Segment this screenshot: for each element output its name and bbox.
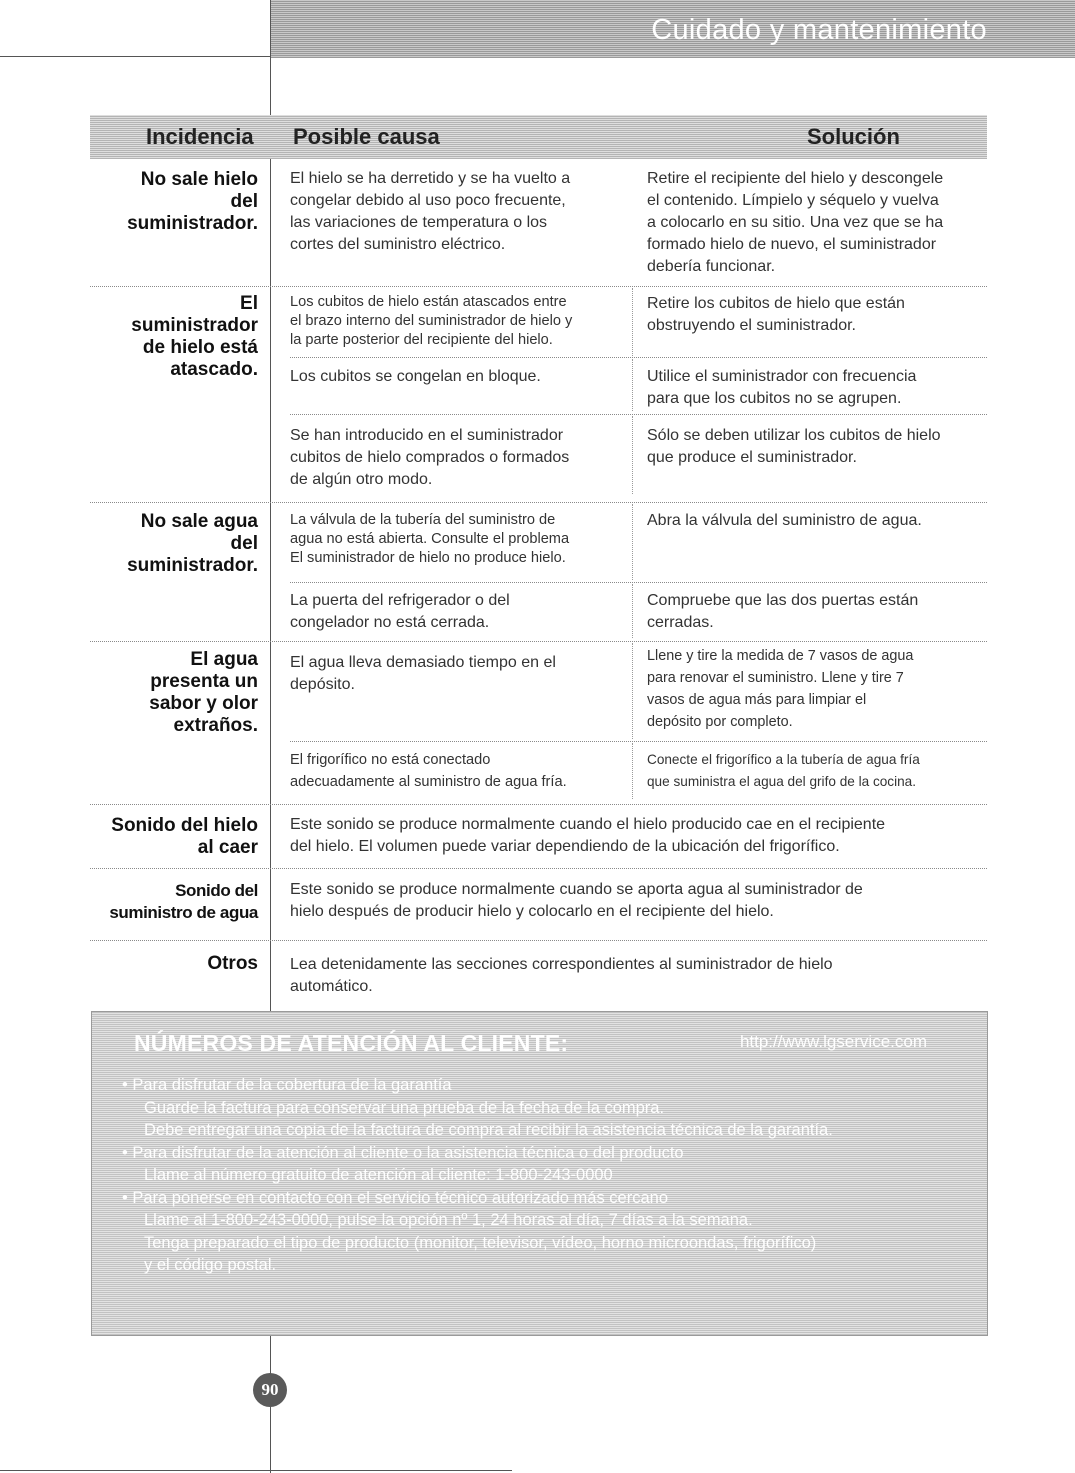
column-divider — [632, 288, 633, 358]
page-number-badge: 90 — [253, 1373, 287, 1407]
column-divider — [632, 416, 633, 494]
explanation-text: Este sonido se produce normalmente cuando el hielo producido cae en el recipiente del hielo. El volumen puede variar dependiendo de la ubicación del frigorífico. — [290, 816, 886, 855]
row-divider — [90, 804, 987, 805]
cause-text: El hielo se ha derretido y se ha vuelto a congelar debido al uso poco frecuente, las variaciones de temperatura o los cortes del suministro eléctrico. — [290, 170, 571, 253]
service-url: http://www.lgservice.com — [739, 1032, 927, 1051]
issue-no-water: No sale agua del suministrador. — [127, 511, 258, 576]
row-divider — [90, 641, 987, 642]
service-line: Debe entregar una copia de la factura de compra al recibir la asistencia técnica de la garantía. — [144, 1121, 833, 1139]
issue-other: Otros — [207, 953, 258, 974]
issue-no-ice: No sale hielo del suministrador. — [127, 169, 258, 234]
service-bullet: • Para disfrutar de la cobertura de la garantía — [122, 1076, 452, 1094]
service-line: Llame al 1-800-243-0000, pulse la opción nº 1, 24 horas al día, 7 días a la semana. — [144, 1211, 753, 1229]
row-divider — [90, 286, 987, 287]
service-title: NÚMEROS DE ATENCIÓN AL CLIENTE: — [134, 1030, 569, 1056]
cause-text: El agua lleva demasiado tiempo en el depósito. — [290, 654, 556, 693]
column-header-cause: Posible causa — [293, 124, 440, 149]
issue-ice-noise: Sonido del hielo al caer — [111, 815, 258, 858]
cause-text: Los cubitos se congelan en bloque. — [290, 368, 541, 385]
row-divider — [90, 940, 987, 941]
table-header — [90, 115, 987, 159]
row-divider — [290, 582, 987, 583]
service-bullet: • Para disfrutar de la atención al cliente o la asistencia técnica o del producto — [122, 1143, 684, 1162]
row-divider — [290, 741, 987, 742]
row-divider — [290, 357, 987, 358]
column-divider — [632, 643, 633, 739]
service-line: Tenga preparado el tipo de producto (monitor, televisor, vídeo, horno microondas, frigorífico) — [144, 1233, 817, 1252]
solution-text: Retire el recipiente del hielo y descongele el contenido. Límpielo y séquelo y vuelva a colocarlo en su sitio. Una vez que se ha formado hielo de nuevo, el suministrador debería funcionar. — [647, 170, 944, 275]
solution-text: Sólo se deben utilizar los cubitos de hielo que produce el suministrador. — [647, 427, 941, 466]
solution-text: Conecte el frigorífico a la tubería de agua fría que suministra el agua del grifo de la cocina. — [647, 752, 920, 789]
solution-text: Llene y tire la medida de 7 vasos de agua para renovar el suministro. Llene y tire 7 vasos de agua más para limpiar el depósito por completo. — [647, 648, 914, 730]
issue-ice-jammed: El suministrador de hielo está atascado. — [131, 293, 258, 380]
service-lines — [122, 1074, 833, 1277]
solution-text: Utilice el suministrador con frecuencia para que los cubitos no se agrupen. — [647, 368, 917, 407]
top-rule — [0, 56, 270, 57]
service-line: Llame al número gratuito de atención al cliente: 1-800-243-0000 — [144, 1166, 613, 1184]
cause-text: La válvula de la tubería del suministro de agua no está abierta. Consulte el problema El suministrador de hielo no produce hielo. — [290, 512, 570, 566]
column-header-solution: Solución — [807, 124, 900, 149]
row-divider — [90, 502, 987, 503]
section-header-band — [270, 0, 1075, 58]
column-divider — [632, 743, 633, 799]
cause-text: Se han introducido en el suministrador cubitos de hielo comprados o formados de algún otro modo. — [290, 427, 570, 488]
explanation-text: Lea detenidamente las secciones correspondientes al suministrador de hielo automático. — [290, 956, 833, 995]
section-title: Cuidado y mantenimiento — [651, 14, 987, 46]
explanation-text: Este sonido se produce normalmente cuando se aporta agua al suministrador de hielo después de producir hielo y colocarlo en el recipiente del hielo. — [290, 881, 863, 920]
cause-text: Los cubitos de hielo están atascados entre el brazo interno del suministrador de hielo y la parte posterior del recipiente del hielo. — [290, 294, 573, 348]
row-divider — [290, 414, 987, 415]
service-line: Guarde la factura para conservar una prueba de la fecha de la compra. — [144, 1098, 665, 1117]
cause-text: La puerta del refrigerador o del congelador no está cerrada. — [290, 592, 510, 631]
column-header-issue: Incidencia — [146, 124, 254, 149]
customer-service-box — [92, 1012, 987, 1335]
row-divider — [90, 868, 987, 869]
solution-text: Compruebe que las dos puertas están cerradas. — [647, 592, 919, 631]
issue-bad-taste: El agua presenta un sabor y olor extraños. — [149, 649, 258, 736]
column-divider — [632, 584, 633, 638]
service-line: y el código postal. — [144, 1256, 277, 1274]
solution-text: Retire los cubitos de hielo que están obstruyendo el suministrador. — [647, 295, 905, 334]
bottom-rule — [0, 1470, 512, 1471]
solution-text: Abra la válvula del suministro de agua. — [647, 512, 922, 529]
service-bullet: • Para ponerse en contacto con el servicio técnico autorizado más cercano — [122, 1188, 668, 1207]
issue-water-noise: Sonido del suministro de agua — [109, 881, 258, 922]
column-divider — [632, 359, 633, 411]
column-divider — [632, 504, 633, 580]
cause-text: El frigorífico no está conectado adecuadamente al suministro de agua fría. — [290, 752, 567, 790]
